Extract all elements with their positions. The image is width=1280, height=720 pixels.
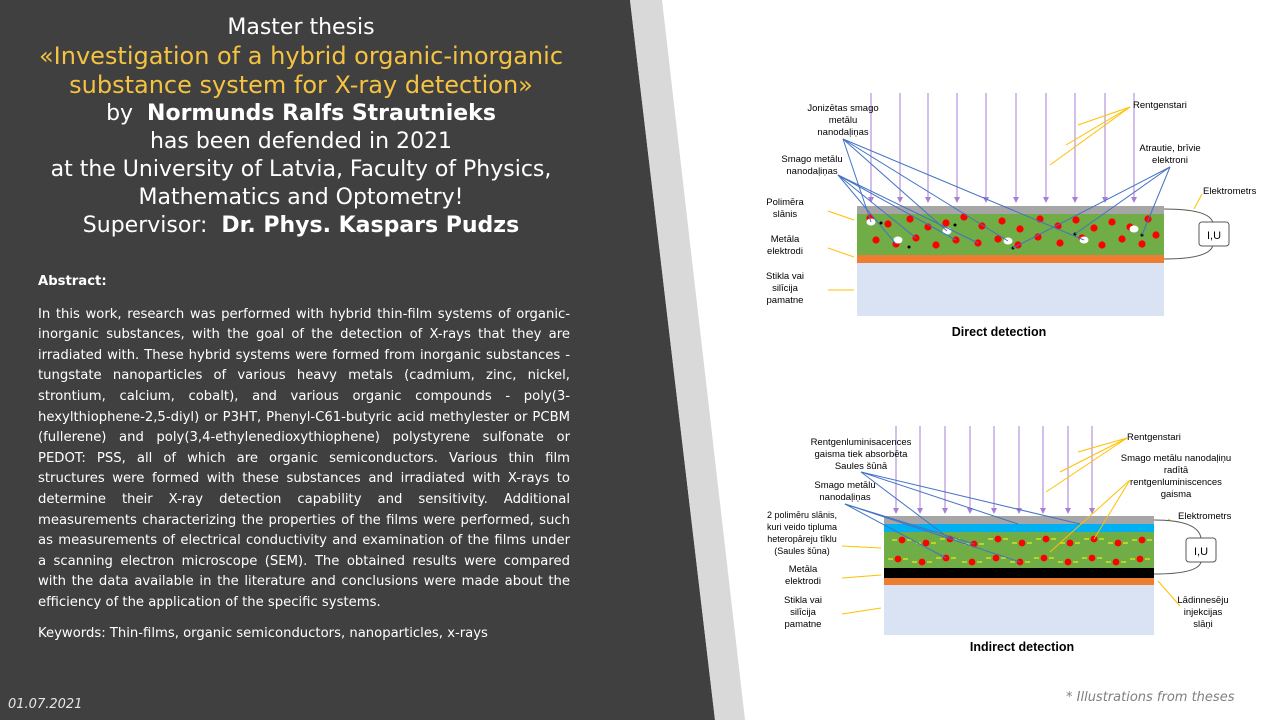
xray-arrowhead bbox=[897, 197, 903, 203]
electrode-layer bbox=[857, 255, 1164, 263]
free-electron bbox=[880, 222, 883, 225]
label-absorbed-3: Saules šūnā bbox=[834, 461, 888, 472]
caption-indirect: Indirect detection bbox=[969, 640, 1075, 654]
top-electrode bbox=[857, 206, 1164, 214]
nanoparticle bbox=[1067, 540, 1074, 547]
label-electrode-2: elektrodi bbox=[785, 576, 821, 587]
callout-line bbox=[842, 546, 881, 548]
nanoparticle bbox=[960, 213, 967, 220]
defended-line: has been defended in 2021 bbox=[149, 129, 453, 154]
abstract-body: In this work, research was performed with hybrid thin-film systems of organic-inorganic substances, with the goal of the detection of X-rays that they are irradiated with. These hybrid systems were formed from inorganic substances - tungstate nanoparticles of various heavy metals (cadmium, zinc, nickel, strontium, calcium, cobalt), and various organic compounds - poly(3-hexylthiophene-2,5-diyl) or P3HT, Phenyl-C61-butyric acid methylester or PCBM (fullerene) and poly(3,4-ethylenedioxythiophene) polystyrene sulfonate or PEDOT: PSS, all of which are organic semiconductors. Various thin film structures were formed with these substances and irradiated with X-rays to determine their X-ray detection capability and sensitivity. Additional measurements characterizing the properties of the films were performed, such as measurements of electrical conductivity and examination of the films under a scanning electron microscope (SEM). The obtained results were compared with the data available in the literature and conclusions were made about the efficiency of the application of the specific systems. bbox=[38, 306, 570, 610]
wire-bottom bbox=[1164, 245, 1213, 259]
nanoparticle bbox=[899, 537, 906, 544]
supervisor-name: Dr. Phys. Kaspars Pudzs bbox=[221, 213, 520, 238]
nanoparticle bbox=[1152, 231, 1159, 238]
label-two-layer-2: kuri veido tipluma bbox=[766, 522, 838, 532]
title-block bbox=[20, 14, 582, 240]
label-injection-2: injekcijas bbox=[1183, 607, 1223, 618]
callout-line bbox=[842, 575, 881, 578]
nanoparticle bbox=[919, 559, 926, 566]
xray-arrowhead bbox=[991, 508, 997, 514]
xray-arrowhead bbox=[925, 197, 931, 203]
label-electrode-2: elektrodi bbox=[767, 246, 803, 257]
nanoparticle bbox=[1138, 240, 1145, 247]
label-substrate: Stikla vai bbox=[765, 271, 805, 282]
xray-arrowhead bbox=[942, 508, 948, 514]
nanoparticle bbox=[884, 220, 891, 227]
label-injection-3: slāņi bbox=[1193, 619, 1213, 630]
label-substrate-3: pamatne bbox=[784, 619, 822, 630]
label-substrate-3: pamatne bbox=[766, 295, 804, 306]
nanoparticle bbox=[998, 217, 1005, 224]
label-electrode: Metāla bbox=[770, 234, 800, 245]
xray-arrowhead bbox=[1072, 197, 1078, 203]
wire-top bbox=[1154, 520, 1201, 538]
supervisor-prefix: Supervisor: bbox=[82, 213, 208, 238]
nanoparticle bbox=[1043, 536, 1050, 543]
label-electrode: Metāla bbox=[788, 564, 818, 575]
nanoparticle bbox=[932, 241, 939, 248]
label-ionized-2: metālu bbox=[828, 115, 858, 126]
xray-arrowhead bbox=[893, 508, 899, 514]
label-electrons: Atrautie, brīvie bbox=[1139, 143, 1201, 154]
nanoparticle bbox=[1089, 555, 1096, 562]
label-substrate-2: silīcija bbox=[790, 607, 816, 618]
label-substrate-2: silīcija bbox=[772, 283, 798, 294]
label-electrometer: Elektrometrs bbox=[1178, 511, 1232, 522]
faculty-line: Mathematics and Optometry! bbox=[138, 185, 464, 210]
xray-arrowhead bbox=[1013, 197, 1019, 203]
nanoparticle bbox=[1072, 216, 1079, 223]
abstract-heading: Abstract: bbox=[38, 274, 107, 289]
meter-label: I,U bbox=[1193, 546, 1209, 558]
nanoparticle bbox=[995, 536, 1002, 543]
direct-detection-diagram bbox=[750, 85, 1257, 345]
label-two-layer-4: (Saules šūna) bbox=[774, 546, 830, 556]
nanoparticle bbox=[1019, 540, 1026, 547]
xray-arrowhead bbox=[1131, 197, 1137, 203]
label-absorbed: Rentgenluminisacences bbox=[810, 437, 912, 448]
xray-arrowhead bbox=[917, 508, 923, 514]
label-np-2: nanodaļiņas bbox=[786, 166, 838, 177]
nanoparticle bbox=[872, 236, 879, 243]
callout-line bbox=[1168, 519, 1170, 520]
label-glow-3: rentgenluminiscences bbox=[1130, 477, 1222, 488]
nanoparticle bbox=[1056, 239, 1063, 246]
xray-arrowhead bbox=[1065, 508, 1071, 514]
nanoparticle bbox=[993, 555, 1000, 562]
callout-line bbox=[1060, 438, 1127, 472]
substrate-layer bbox=[857, 263, 1164, 316]
label-xrays: Rentgenstari bbox=[1133, 100, 1187, 111]
label-glow-4: gaisma bbox=[1160, 489, 1192, 500]
meter-label: I,U bbox=[1206, 230, 1222, 242]
nanoparticle bbox=[1034, 233, 1041, 240]
nanoparticle bbox=[895, 556, 902, 563]
nanoparticle bbox=[1118, 235, 1125, 242]
substrate-layer bbox=[884, 585, 1154, 635]
injection-layer bbox=[884, 578, 1154, 585]
supervisor-line bbox=[20, 212, 582, 240]
xray-arrows bbox=[868, 93, 1137, 203]
label-electrons-2: elektroni bbox=[1152, 155, 1188, 166]
xray-arrowhead bbox=[1089, 508, 1095, 514]
xray-arrowhead bbox=[1043, 197, 1049, 203]
free-electron bbox=[954, 224, 957, 227]
callout-line bbox=[842, 608, 881, 614]
nanoparticle bbox=[1139, 537, 1146, 544]
label-absorbed-2: gaisma tiek absorbēta bbox=[814, 449, 908, 460]
label-ionized: Jonizētas smago bbox=[807, 103, 879, 114]
university-line: at the University of Latvia, Faculty of Physics, bbox=[50, 157, 552, 182]
thesis-title: «Investigation of a hybrid organic-inorganic bbox=[38, 42, 564, 70]
label-glow: Smago metālu nanodaļiņu bbox=[1120, 453, 1232, 464]
footnote: * Illustrations from theses bbox=[1066, 690, 1235, 705]
date: 01.07.2021 bbox=[8, 697, 83, 712]
xray-arrowhead bbox=[1040, 508, 1046, 514]
xray-arrowhead bbox=[954, 197, 960, 203]
black-layer bbox=[884, 568, 1154, 578]
callout-line bbox=[828, 248, 854, 257]
callout-line bbox=[1194, 194, 1202, 209]
author-name: Normunds Ralfs Strautnieks bbox=[147, 101, 496, 126]
wire-bottom bbox=[1154, 562, 1201, 574]
nanoparticle bbox=[1065, 559, 1072, 566]
label-np: Smago metālu bbox=[814, 480, 876, 491]
author-line bbox=[20, 100, 582, 128]
thesis-title-cont: substance system for X-ray detection» bbox=[69, 71, 533, 99]
nanoparticle bbox=[1113, 559, 1120, 566]
label-np: Smago metālu bbox=[781, 154, 843, 165]
caption-direct: Direct detection bbox=[951, 325, 1047, 339]
nanoparticle bbox=[1115, 540, 1122, 547]
nanoparticle bbox=[1016, 225, 1023, 232]
label-polymer-2: slānis bbox=[772, 209, 798, 220]
free-electron bbox=[908, 246, 911, 249]
nanoparticle bbox=[1090, 224, 1097, 231]
label-two-layer: 2 polimēru slānis, bbox=[766, 510, 838, 520]
polymer-layer bbox=[857, 214, 1164, 255]
nanoparticle bbox=[1041, 555, 1048, 562]
title-line: Master thesis bbox=[227, 15, 375, 40]
nanoparticle bbox=[923, 540, 930, 547]
nanoparticle bbox=[1137, 556, 1144, 563]
indirect-detection-diagram bbox=[750, 422, 1250, 662]
label-injection: Lādinnesēju bbox=[1177, 595, 1229, 606]
by-prefix: by bbox=[106, 101, 134, 126]
label-xrays: Rentgenstari bbox=[1127, 432, 1181, 443]
callout-line bbox=[1066, 107, 1130, 145]
callout-line bbox=[828, 211, 854, 220]
label-np-2: nanodaļiņas bbox=[819, 492, 871, 503]
callout-line bbox=[1050, 107, 1130, 165]
nanoparticle bbox=[942, 219, 949, 226]
nanoparticle bbox=[969, 559, 976, 566]
label-electrometer: Elektrometrs bbox=[1203, 186, 1257, 197]
wire-top bbox=[1164, 209, 1213, 223]
nanoparticle bbox=[1108, 218, 1115, 225]
label-substrate: Stikla vai bbox=[783, 595, 823, 606]
keywords: Keywords: Thin-films, organic semiconductors, nanoparticles, x-rays bbox=[38, 625, 488, 641]
callout-line bbox=[1046, 438, 1127, 492]
label-glow-2: radītā bbox=[1163, 465, 1189, 476]
nanoparticle bbox=[1098, 241, 1105, 248]
abstract bbox=[38, 272, 570, 644]
label-polymer: Polimēra bbox=[766, 197, 804, 208]
label-ionized-3: nanodaļiņas bbox=[817, 127, 869, 138]
ionized-nanoparticle bbox=[1130, 226, 1139, 233]
label-two-layer-3: heteropāreju tīklu bbox=[767, 534, 837, 544]
